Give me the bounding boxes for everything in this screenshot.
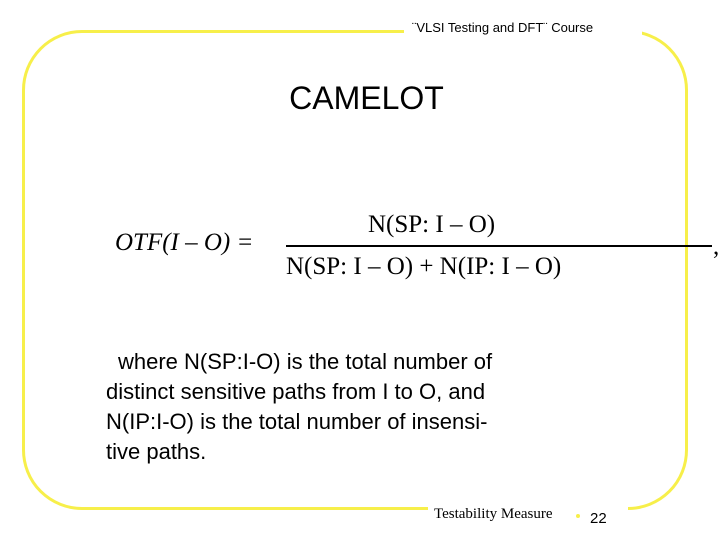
course-header: ¨VLSI Testing and DFT¨ Course (412, 20, 594, 35)
explanation-line: where N(SP:I-O) is the total number of (118, 349, 493, 374)
slide-title: CAMELOT (289, 80, 444, 116)
explanation-line: tive paths. (106, 439, 207, 464)
fraction-bar (286, 245, 712, 247)
formula-numerator: N(SP: I – O) (368, 211, 496, 238)
footer-label: Testability Measure (434, 506, 553, 522)
footer-bullet-icon (576, 514, 580, 518)
formula-lhs: OTF(I – O) = (115, 229, 254, 256)
formula-denominator: N(SP: I – O) + N(IP: I – O) (286, 253, 562, 280)
explanation-line: distinct sensitive paths from I to O, and (106, 379, 486, 404)
formula-comma: , (713, 233, 720, 260)
page-number: 22 (590, 510, 607, 527)
formula-explanation (106, 347, 606, 467)
explanation-line: N(IP:I-O) is the total number of insensi- (106, 409, 488, 434)
